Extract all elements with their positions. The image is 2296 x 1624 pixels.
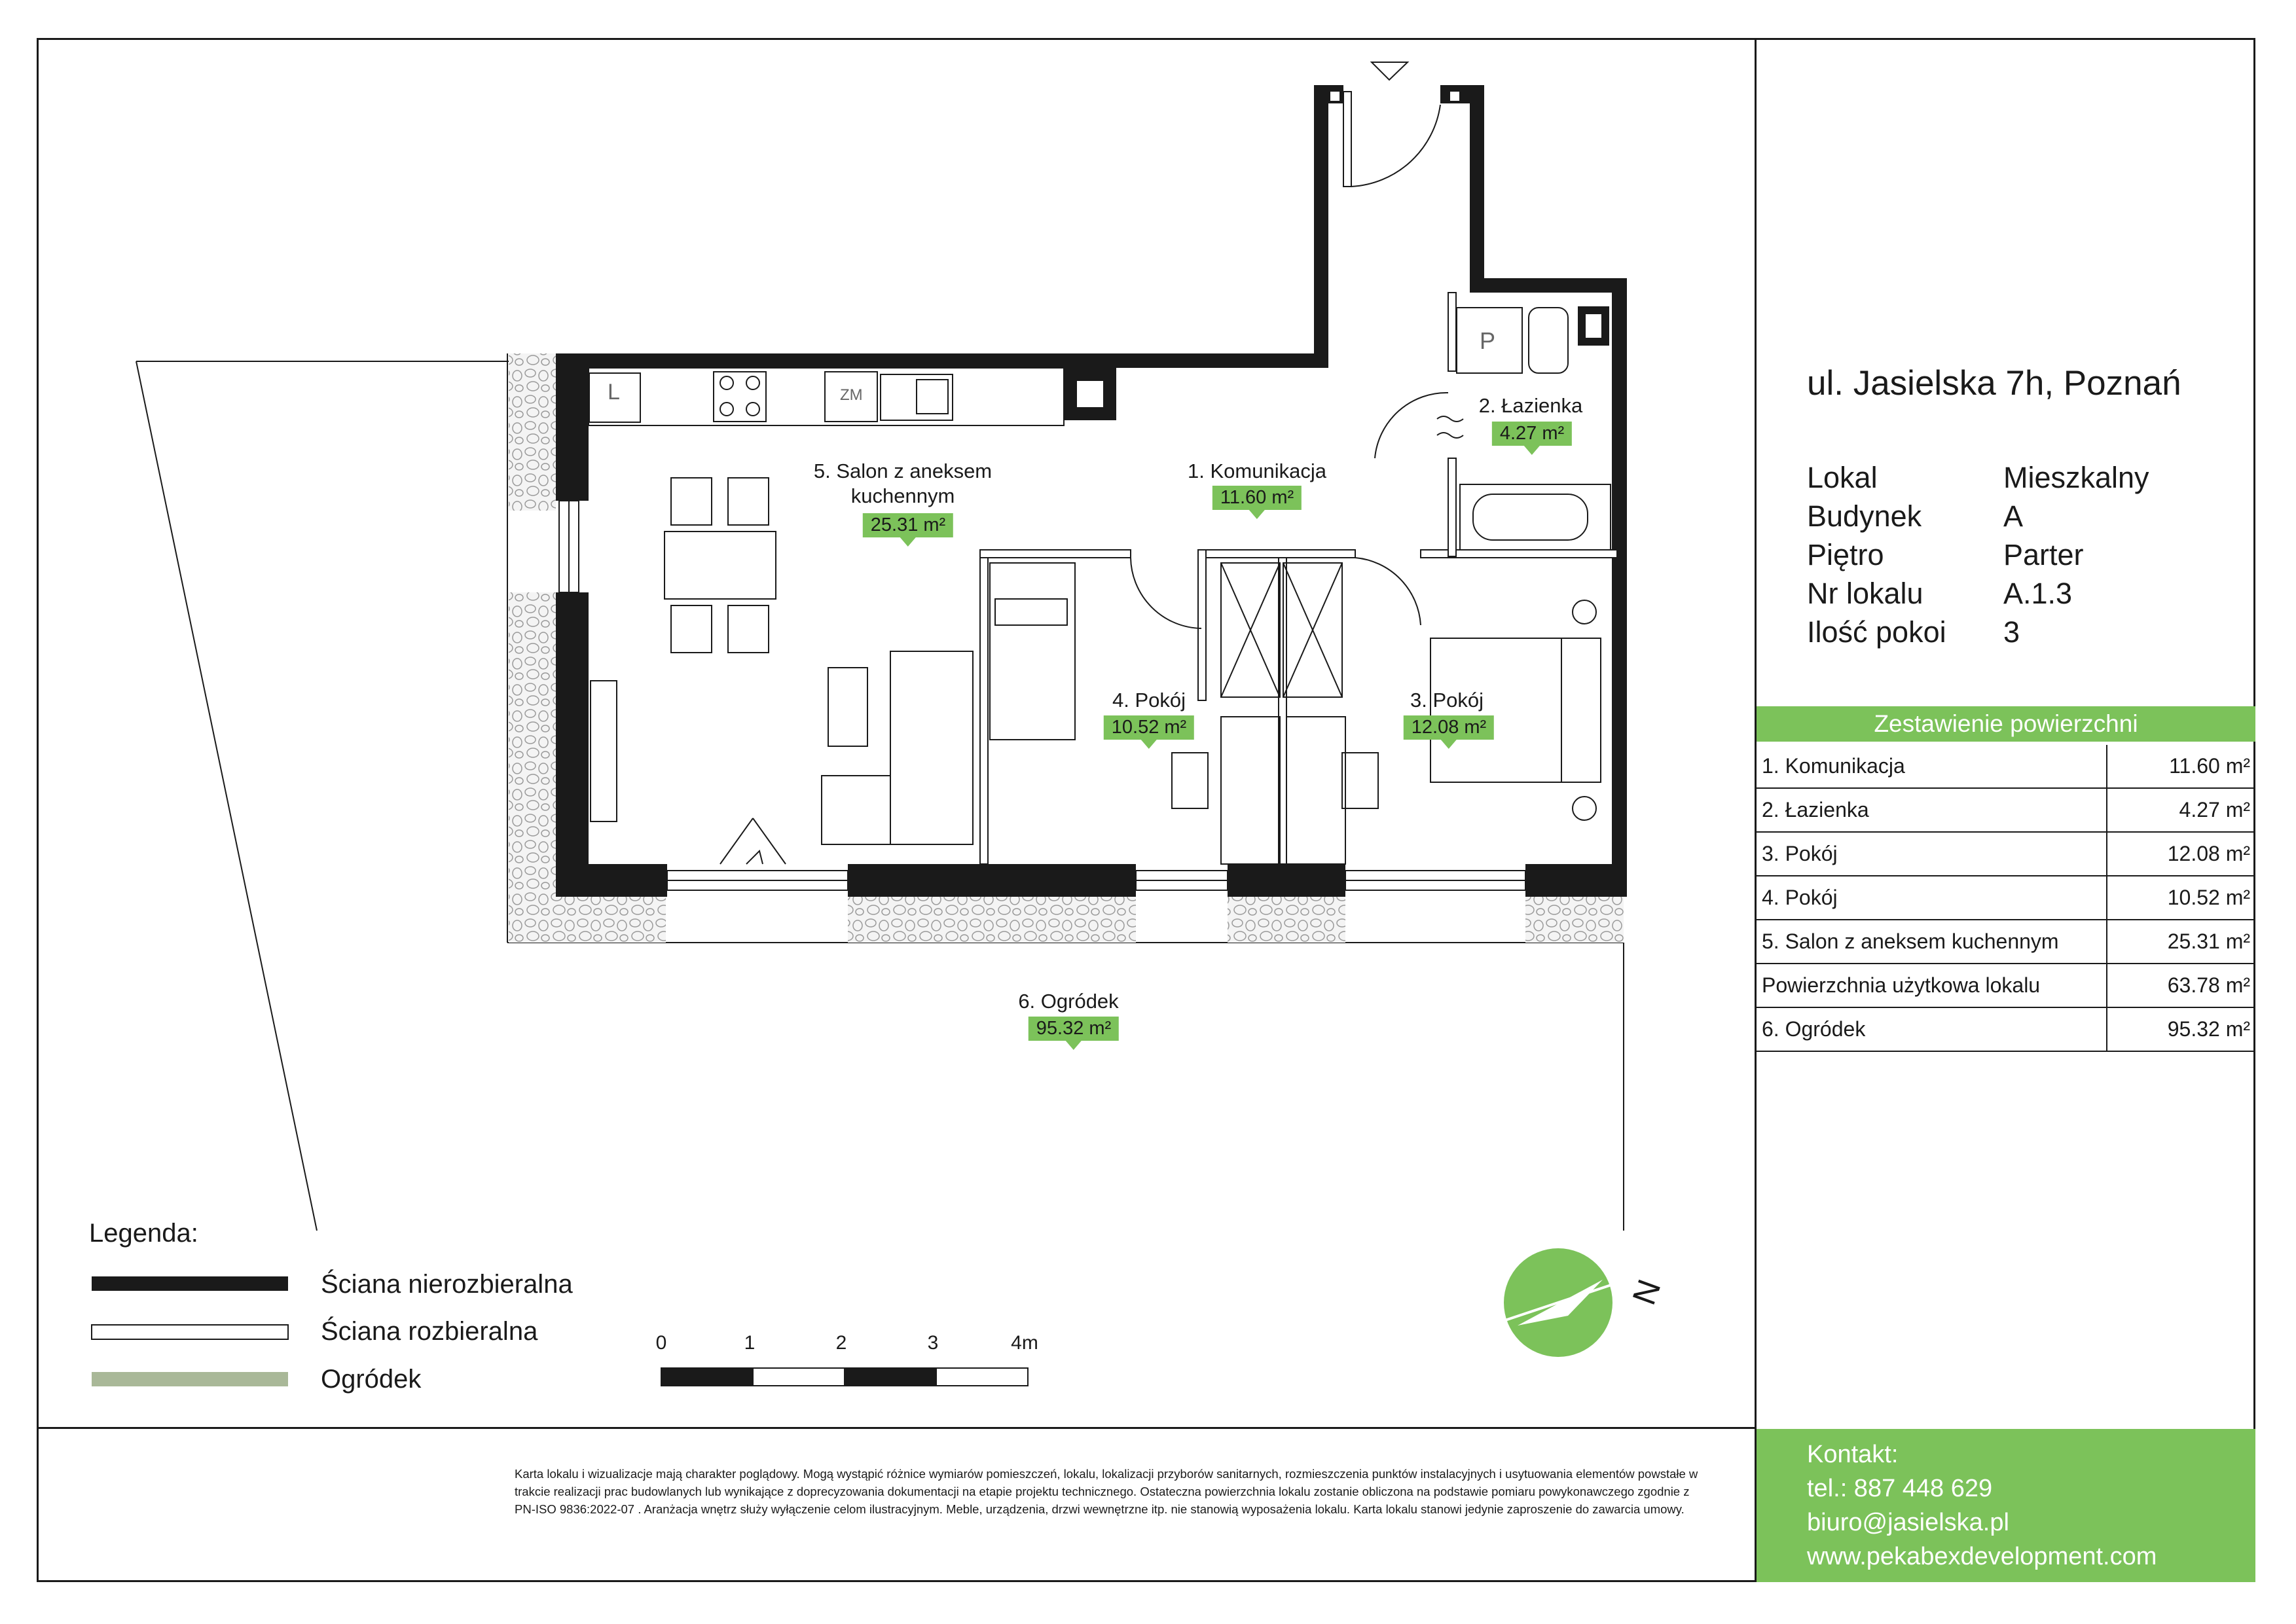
legend-swatches — [92, 1276, 288, 1386]
summary-area: 95.32 m² — [2107, 1007, 2255, 1051]
address-title: ul. Jasielska 7h, Poznań — [1807, 364, 2181, 403]
entry-door — [1343, 62, 1440, 187]
summary-area: 12.08 m² — [2107, 832, 2255, 876]
table-row — [1757, 745, 2255, 788]
compass — [1499, 1248, 1617, 1357]
info-value: Mieszkalny — [2003, 461, 2149, 494]
summary-name: 2. Łazienka — [1757, 788, 2107, 832]
pebble-strips — [509, 353, 1624, 943]
table-row — [1757, 920, 2255, 964]
area-tag-lazienka: 4.27 m² — [1492, 422, 1572, 446]
sofa-set — [591, 651, 973, 844]
scale-label-0: 0 — [655, 1332, 667, 1354]
structural-walls — [556, 85, 1627, 897]
room-label-komunikacja: 1. Komunikacja — [1188, 460, 1326, 482]
table-row — [1757, 876, 2255, 920]
contact-email[interactable]: biuro@jasielska.pl — [1807, 1509, 2009, 1536]
legend-title: Legenda: — [89, 1219, 198, 1248]
washer-label: ZM — [840, 386, 863, 404]
windows — [559, 501, 1525, 890]
summary-area: 10.52 m² — [2107, 876, 2255, 920]
legend-garden: Ogródek — [321, 1365, 422, 1394]
summary-name: Powierzchnia użytkowa lokalu — [1757, 964, 2107, 1007]
table-row — [1757, 964, 2255, 1007]
scale-label-4: 4m — [1011, 1332, 1038, 1354]
area-tag-komunikacja: 11.60 m² — [1212, 486, 1302, 510]
area-tag-pokoj3: 12.08 m² — [1404, 715, 1494, 740]
contact-phone[interactable]: tel.: 887 448 629 — [1807, 1475, 1993, 1502]
scale-label-3: 3 — [927, 1332, 939, 1354]
summary-name: 4. Pokój — [1757, 876, 2107, 920]
summary-name: 5. Salon z aneksem kuchennym — [1757, 920, 2107, 964]
room-label-ogrodek: 6. Ogródek — [1018, 990, 1119, 1013]
scale-label-2: 2 — [835, 1332, 847, 1354]
summary-area: 4.27 m² — [2107, 788, 2255, 832]
scale-label-1: 1 — [744, 1332, 756, 1354]
info-label: Lokal — [1807, 461, 1878, 494]
summary-area: 63.78 m² — [2107, 964, 2255, 1007]
info-value: 3 — [2003, 615, 2020, 649]
fridge-label: L — [608, 380, 620, 405]
summary-name: 3. Pokój — [1757, 832, 2107, 876]
table-row — [1757, 1007, 2255, 1051]
area-tag-salon: 25.31 m² — [863, 513, 953, 537]
info-value: Parter — [2003, 538, 2084, 571]
area-tag-ogrodek: 95.32 m² — [1029, 1017, 1119, 1041]
legend-structural-wall: Ściana nierozbieralna — [321, 1270, 573, 1299]
room-label-pokoj4: 4. Pokój — [1112, 689, 1186, 712]
legend-partition-wall: Ściana rozbieralna — [321, 1317, 538, 1346]
table-row — [1757, 788, 2255, 832]
summary-name: 6. Ogródek — [1757, 1007, 2107, 1051]
contact-title: Kontakt: — [1807, 1441, 1899, 1468]
unit-info — [1807, 458, 2149, 651]
toilet-pad-label: P — [1480, 327, 1496, 354]
summary-title: Zestawienie powierzchni — [1757, 706, 2255, 742]
contact-website[interactable]: www.pekabexdevelopment.com — [1807, 1543, 2157, 1570]
dining-set — [665, 478, 776, 653]
table-row — [1757, 832, 2255, 876]
info-label: Piętro — [1807, 538, 1884, 571]
summary-table — [1757, 745, 2255, 1052]
summary-name: 1. Komunikacja — [1757, 745, 2107, 788]
contact-box — [1757, 1429, 2255, 1582]
footer-divider — [37, 1427, 1757, 1429]
info-label: Budynek — [1807, 499, 1922, 533]
north-label: N — [1625, 1274, 1668, 1310]
room-label-salon-line2: kuchennym — [850, 484, 955, 507]
area-tag-pokoj4: 10.52 m² — [1104, 715, 1194, 740]
room-furniture — [990, 563, 1601, 864]
kitchen-counter — [589, 368, 1064, 425]
info-value: A.1.3 — [2003, 577, 2073, 610]
info-label: Nr lokalu — [1807, 577, 1923, 610]
info-value: A — [2003, 499, 2024, 533]
summary-area: 25.31 m² — [2107, 920, 2255, 964]
summary-area: 11.60 m² — [2107, 745, 2255, 788]
info-label: Ilość pokoi — [1807, 615, 1946, 649]
disclaimer-text: Karta lokalu i wizualizacje mają charakter poglądowy. Mogą wystąpić różnice wymiarów pomieszczeń, lokalu, lokalizacji przyborów sanitarnych, rozmieszczenia punktów instalacyjnych i usytuowania elementów powstałe w trakcie realizacji prac budowlanych lub wynikające z doprecyzowania dokumentacji na etapie projektu technicznego. Ostateczna powierzchnia lokalu zostanie obliczona na podstawie pomiaru powykonawczego zgodnie z PN-ISO 9836:2022-07 . Aranżacja wnętrz służy wyłączenie celom ilustracyjnym. Meble, urządzenia, drzwi wewnętrzne itp. nie stanowią wyposażenia lokalu. Karta lokalu stanowi jedynie zaproszenie do zawarcia umowy. — [515, 1467, 1698, 1516]
room-label-lazienka: 2. Łazienka — [1478, 394, 1583, 417]
room-label-pokoj3: 3. Pokój — [1410, 689, 1484, 712]
room-label-salon-line1: 5. Salon z aneksem — [813, 460, 993, 482]
scale-bar — [661, 1368, 1028, 1386]
